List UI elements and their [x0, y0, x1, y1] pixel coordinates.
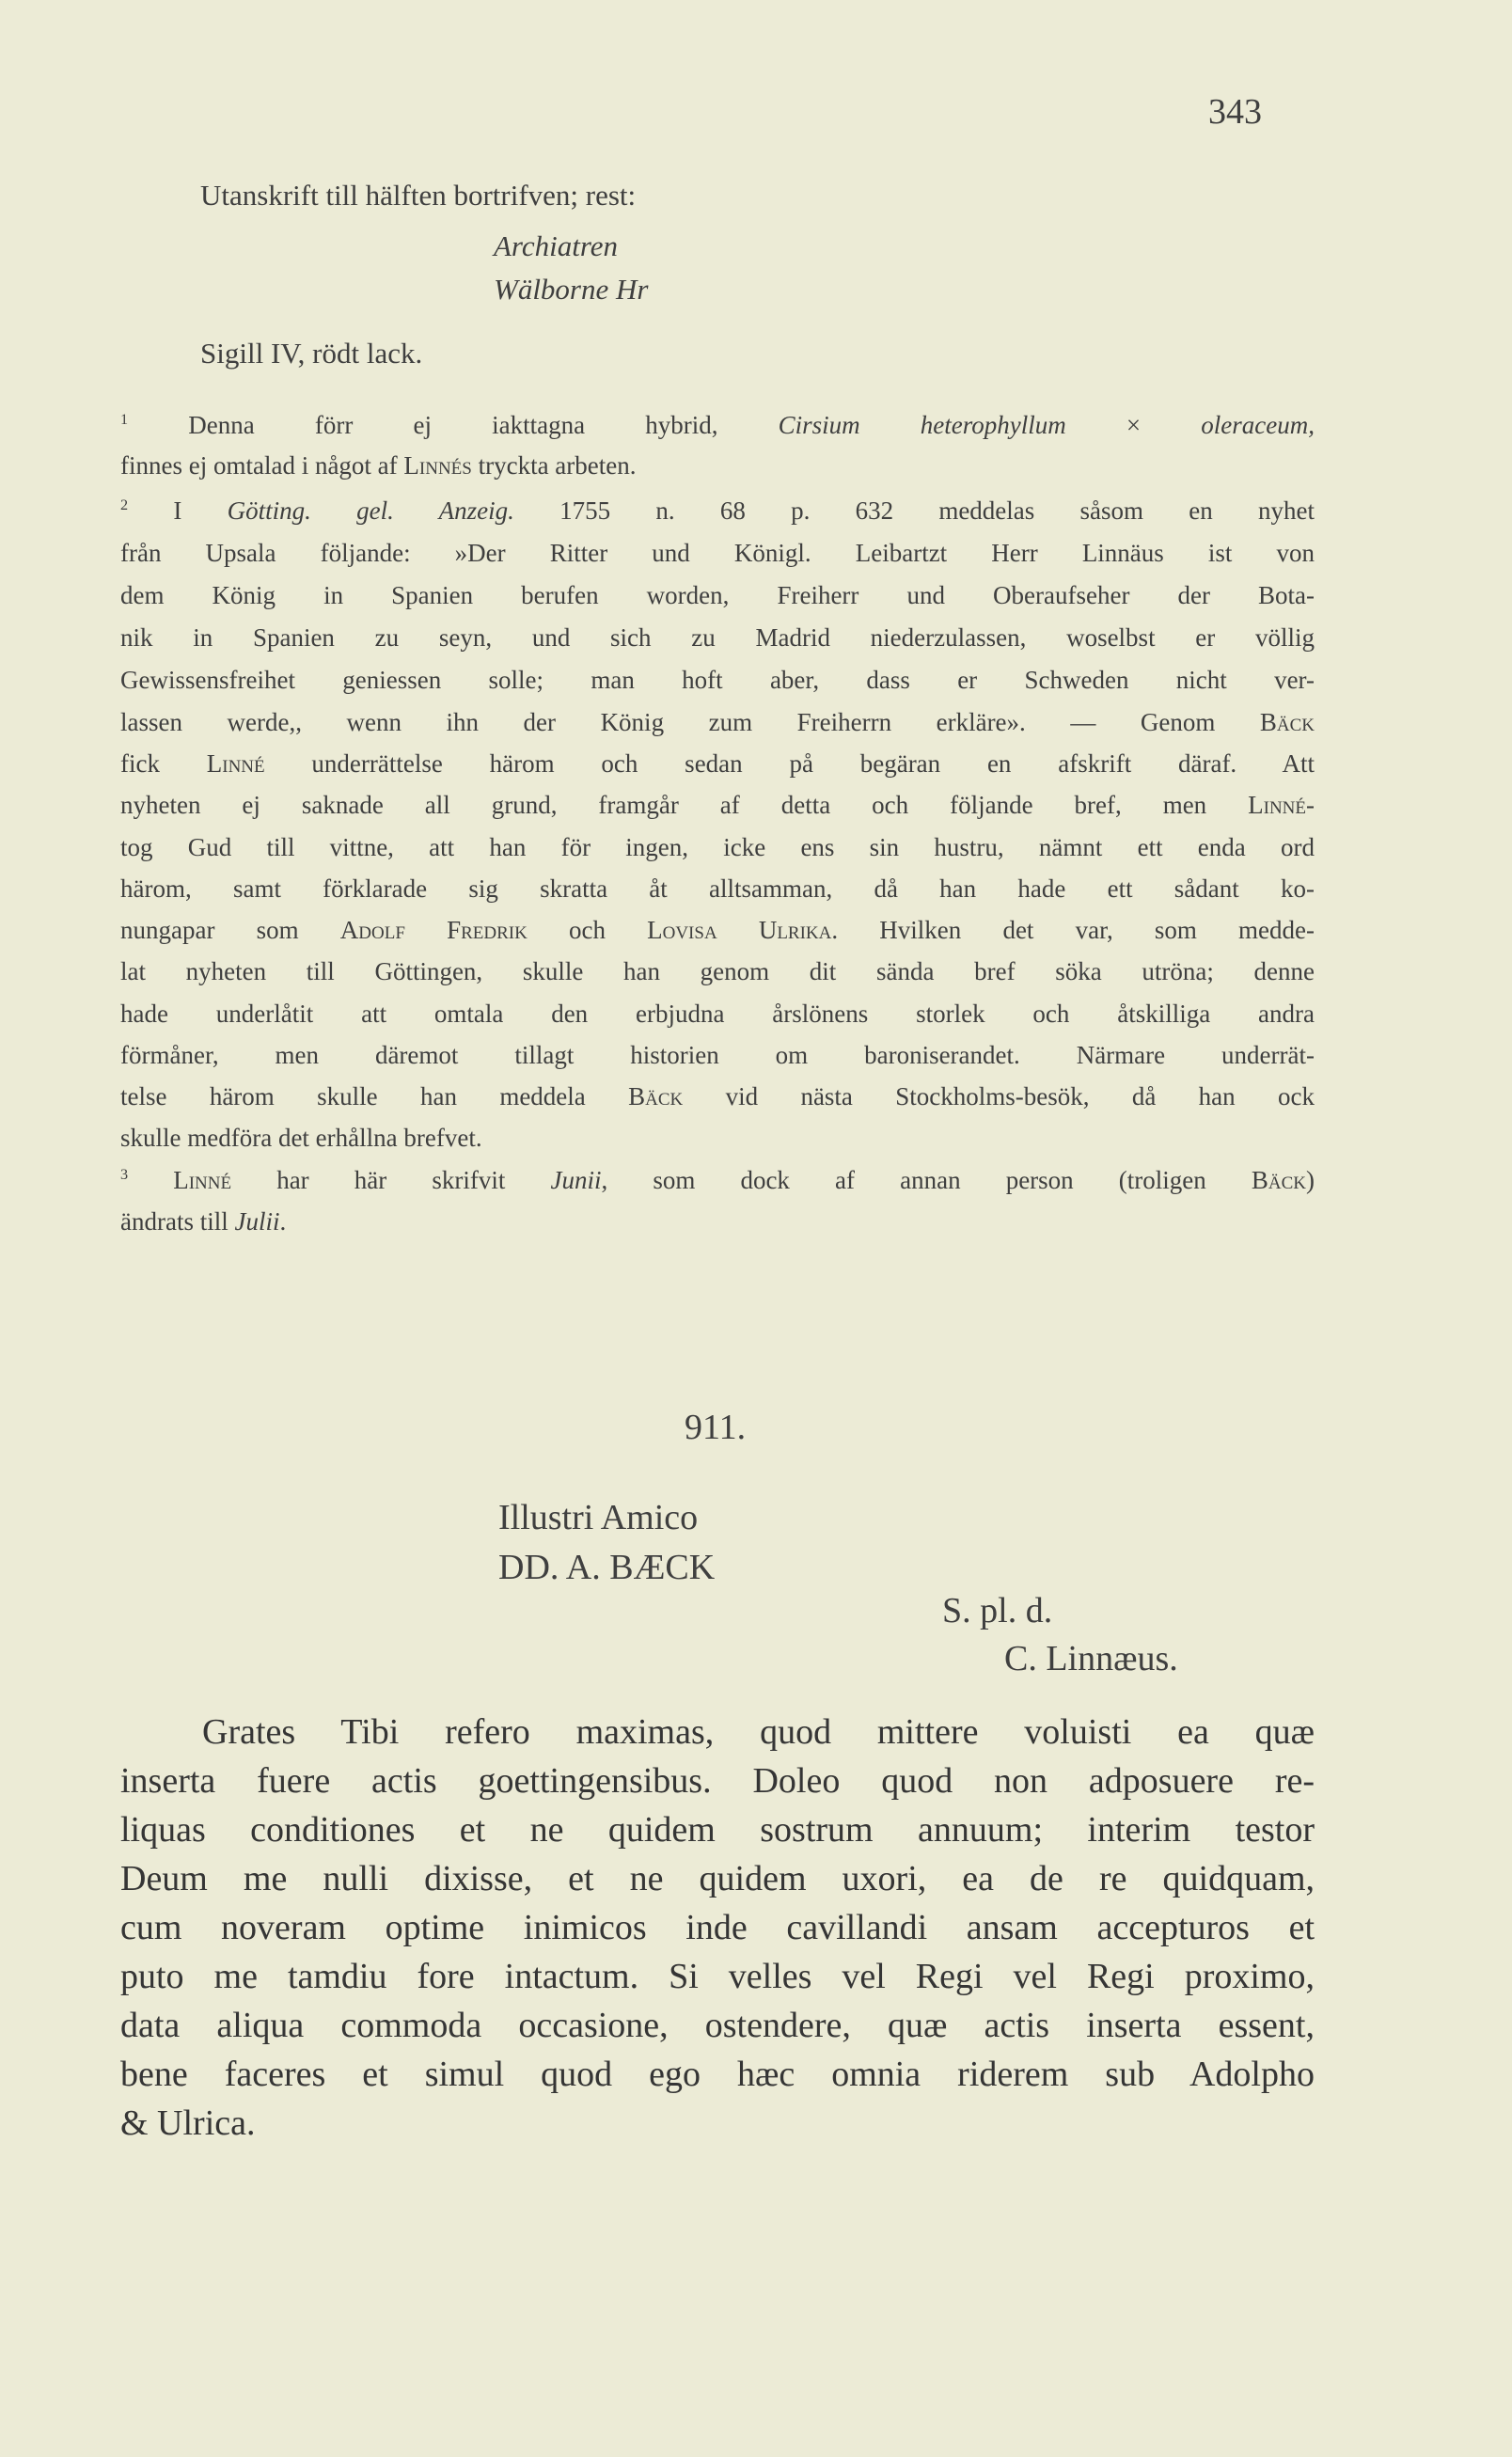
letter-body-line-6: puto me tamdiu fore intactum. Si velles vel Regi vel Regi proximo, — [120, 1957, 1315, 1996]
footnote-2-line-5: Gewissensfreihet geniessen solle; man hoft aber, dass er Schweden nicht ver- — [120, 666, 1315, 694]
footnote-1-line-2: finnes ej omtalad i något af Linnés tryckta arbeten. — [120, 451, 637, 480]
footnote-2-line-9: tog Gud till vittne, att han för ingen, icke ens sin hustru, nämnt ett enda ord — [120, 833, 1315, 861]
letter-body-line-3: liquas conditiones et ne quidem sostrum annuum; interim testor — [120, 1810, 1315, 1850]
footnote-2-marker: 2 — [120, 496, 129, 513]
letter-body-line-5: cum noveram optime inimicos inde cavillandi ansam accepturos et — [120, 1908, 1315, 1947]
footnote-1-marker: 1 — [120, 411, 129, 428]
footnote-2-line-14: förmåner, men däremot tillagt historien om baroniserandet. Närmare underrät- — [120, 1041, 1315, 1069]
footnote-2-line-6: lassen werde,, wenn ihn der König zum Freiherrn erkläre». — Genom Bäck — [120, 708, 1315, 736]
footnote-2-line-12: lat nyheten till Göttingen, skulle han genom dit sända bref söka utröna; denne — [120, 957, 1315, 985]
footnote-2-line-2: från Upsala följande: »Der Ritter und Königl. Leibartzt Herr Linnäus ist von — [120, 539, 1315, 567]
letter-number: 911. — [685, 1408, 747, 1447]
footnote-1-line-1: $^1$ Denna förr ej iakttagna hybrid, Cirsium heterophyllum × oleraceum, — [120, 411, 1315, 439]
footnote-3-line-2: ändrats till Julii. — [120, 1207, 287, 1236]
address-note: Utanskrift till hälften bortrifven; rest: — [200, 179, 637, 212]
footnote-2-line-13: hade underlåtit att omtala den erbjudna årslönens storlek och åtskilliga andra — [120, 1000, 1315, 1028]
seal-note: Sigill IV, rödt lack. — [200, 337, 423, 370]
footnote-2-line-8: nyheten ej saknade all grund, framgår af detta och följande bref, men Linné- — [120, 791, 1315, 819]
footnote-2-line-4: nik in Spanien zu seyn, und sich zu Madrid niederzulassen, woselbst er völlig — [120, 623, 1315, 652]
species-name-2: oleraceum, — [1201, 411, 1315, 439]
footnote-2-line-10: härom, samt förklarade sig skratta åt alltsamman, då han hade ett sådant ko- — [120, 874, 1315, 903]
addressee-line-1: Illustri Amico — [498, 1498, 699, 1537]
letter-body-line-8: bene faceres et simul quod ego hæc omnia riderem sub Adolpho — [120, 2055, 1315, 2094]
signature: C. Linnæus. — [1004, 1639, 1178, 1678]
page-number: 343 — [1208, 92, 1262, 132]
footnote-2-line-15: telse härom skulle han meddela Bäck vid nästa Stockholms-besök, då han ock — [120, 1082, 1315, 1110]
salutation: S. pl. d. — [942, 1591, 1053, 1630]
footnote-2-line-1: $^2$ I Götting. gel. Anzeig. 1755 n. 68 p. 632 meddelas såsom en nyhet — [120, 496, 1315, 525]
species-name: Cirsium heterophyllum — [778, 411, 1066, 439]
address-line-1: Archiatren — [494, 229, 619, 262]
letter-body-line-9: & Ulrica. — [120, 2103, 256, 2143]
address-line-2: Wälborne Hr — [494, 273, 649, 306]
letter-body-line-7: data aliqua commoda occasione, ostendere, quæ actis inserta essent, — [120, 2006, 1315, 2045]
footnote-2-line-11: nungapar som Adolf Fredrik och Lovisa Ulrika. Hvilken det var, som medde- — [120, 916, 1315, 944]
footnote-3-marker: 3 — [120, 1166, 129, 1183]
addressee-line-2: DD. A. BÆCK — [498, 1548, 716, 1587]
footnote-2-line-16: skulle medföra det erhållna brefvet. — [120, 1124, 482, 1152]
footnote-3-line-1: $^3$ Linné har här skrifvit Junii, som dock af annan person (troligen Bäck) — [120, 1166, 1315, 1194]
letter-body-line-4: Deum me nulli dixisse, et ne quidem uxori, ea de re quidquam, — [120, 1859, 1315, 1898]
letter-body-line-1: Grates Tibi refero maximas, quod mittere voluisti ea quæ — [202, 1712, 1315, 1752]
footnote-2-line-3: dem König in Spanien berufen worden, Freiherr und Oberaufseher der Bota- — [120, 581, 1315, 609]
footnote-2-line-7: fick Linné underrättelse härom och sedan på begäran en afskrift däraf. Att — [120, 749, 1315, 778]
letter-body-line-2: inserta fuere actis goettingensibus. Doleo quod non adposuere re- — [120, 1761, 1315, 1801]
